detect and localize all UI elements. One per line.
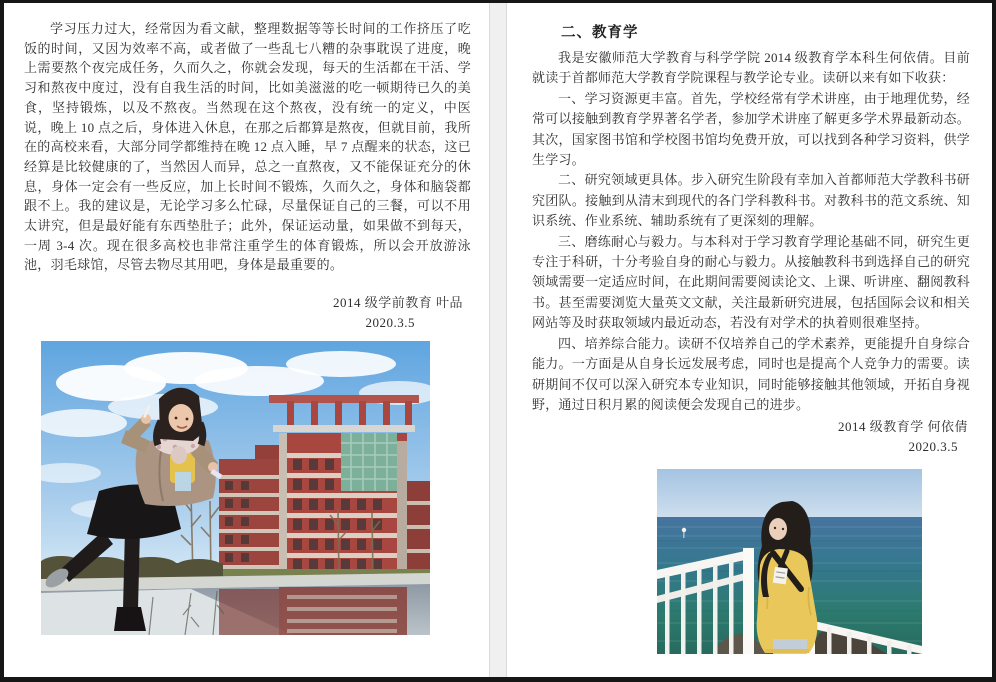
right-signature: 2014 级教育学 何依倩: [837, 419, 968, 435]
right-paragraph: 一、学习资源更丰富。首先，学校经常有学术讲座，由于地理优势，经常可以接触到教育学界著名学者，参加学术讲座了解更多学术界最新动态。其次，国家图书馆和学校图书馆均免费开放，可以找到各种学习资料，供学生学习。: [532, 90, 970, 168]
page-left: [4, 3, 489, 677]
left-date: 2020.3.5: [365, 315, 415, 331]
right-paragraph: 三、磨练耐心与毅力。与本科对于学习教育学理论基础不同，研究生更专注于科研，十分考验自身的耐心与毅力。从接触教科书到选择自己的研究领域需要一定适应时间，在此期间需要阅读论文、上课、听讲座、翻阅教科书。甚至需要浏览大量英文文献，关注最新研究进展，包括国际会议和相关网站等及时获取领域内最近动态，若没有对学术的执着则很难坚持。: [532, 233, 970, 331]
section-heading: 二、教育学: [561, 25, 639, 41]
right-paragraph: 二、研究领域更具体。步入研究生阶段有幸加入首都师范大学教科书研究团队。接触到从清末到现代的各门学科教科书。对教科书的范文系统、知识系统、作业系统、辅助系统有了更深刻的理解。: [532, 172, 970, 229]
right-paragraph: 四、培养综合能力。读研不仅培养自己的学术素养，更能提升自身综合能力。一方面是从自身长远发展考虑，同时也是提高个人竞争力的需要。读研期间不仅可以深入研究本专业知识，同时能够接触其他领域，开拓自身视野，通过日积月累的阅读便会发现自己的进步。: [532, 335, 970, 412]
right-date: 2020.3.5: [908, 439, 958, 455]
right-paragraph: 我是安徽师范大学教育与科学学院 2014 级教育学本科生何依倩。目前就读于首都师范大学教育学院课程与教学论专业。读研以来有如下收获：: [532, 50, 970, 86]
page-gutter: [489, 3, 507, 677]
seaside-photo: [657, 469, 922, 654]
left-body-paragraph: 学习压力过大，经常因为看文献，整理数据等等长时间的工作挤压了吃饭的时间，又因为效率不高，或者做了一些乱七八糟的杂事耽误了进度，晚上需要熬个夜完成任务，久而久之，你就会发现，每天的生活都在干活、学习和熬夜中度过，没有自我生活的时间，比如美滋滋的吃一顿期待已久的美食，坚持锻炼，以及不熬夜。当然现在这个熬夜，没有统一的定义，中医说，晚上 10 点之后，身体进入休息，在那之后都算是熬夜，但就目前，我所在的高校来看，大部分同学都维持在晚 12 点入睡，早 7 点醒来的状态，这已经算是比较健康的了，当然因人而异，总之一直熬夜，又不能保证充分的休息，身体一定会有一些反应，加上长时间不锻炼，久而久之，身体和脑袋都跟不上。我的建议是，无论学习多么忙碌，尽量保证自己的三餐，可以不用太讲究，但是最好能有东西垫肚子；此外，保证运动量，如果做不到每天，一周 3-4 次。现在很多高校也非常注重学生的体育锻炼，所以会开放游泳池，羽毛球馆，尽管去物尽其用吧，身体是最重要的。: [24, 21, 471, 273]
campus-photo: [41, 341, 430, 635]
left-signature: 2014 级学前教育 叶品: [332, 295, 463, 311]
page-right: [507, 3, 992, 677]
